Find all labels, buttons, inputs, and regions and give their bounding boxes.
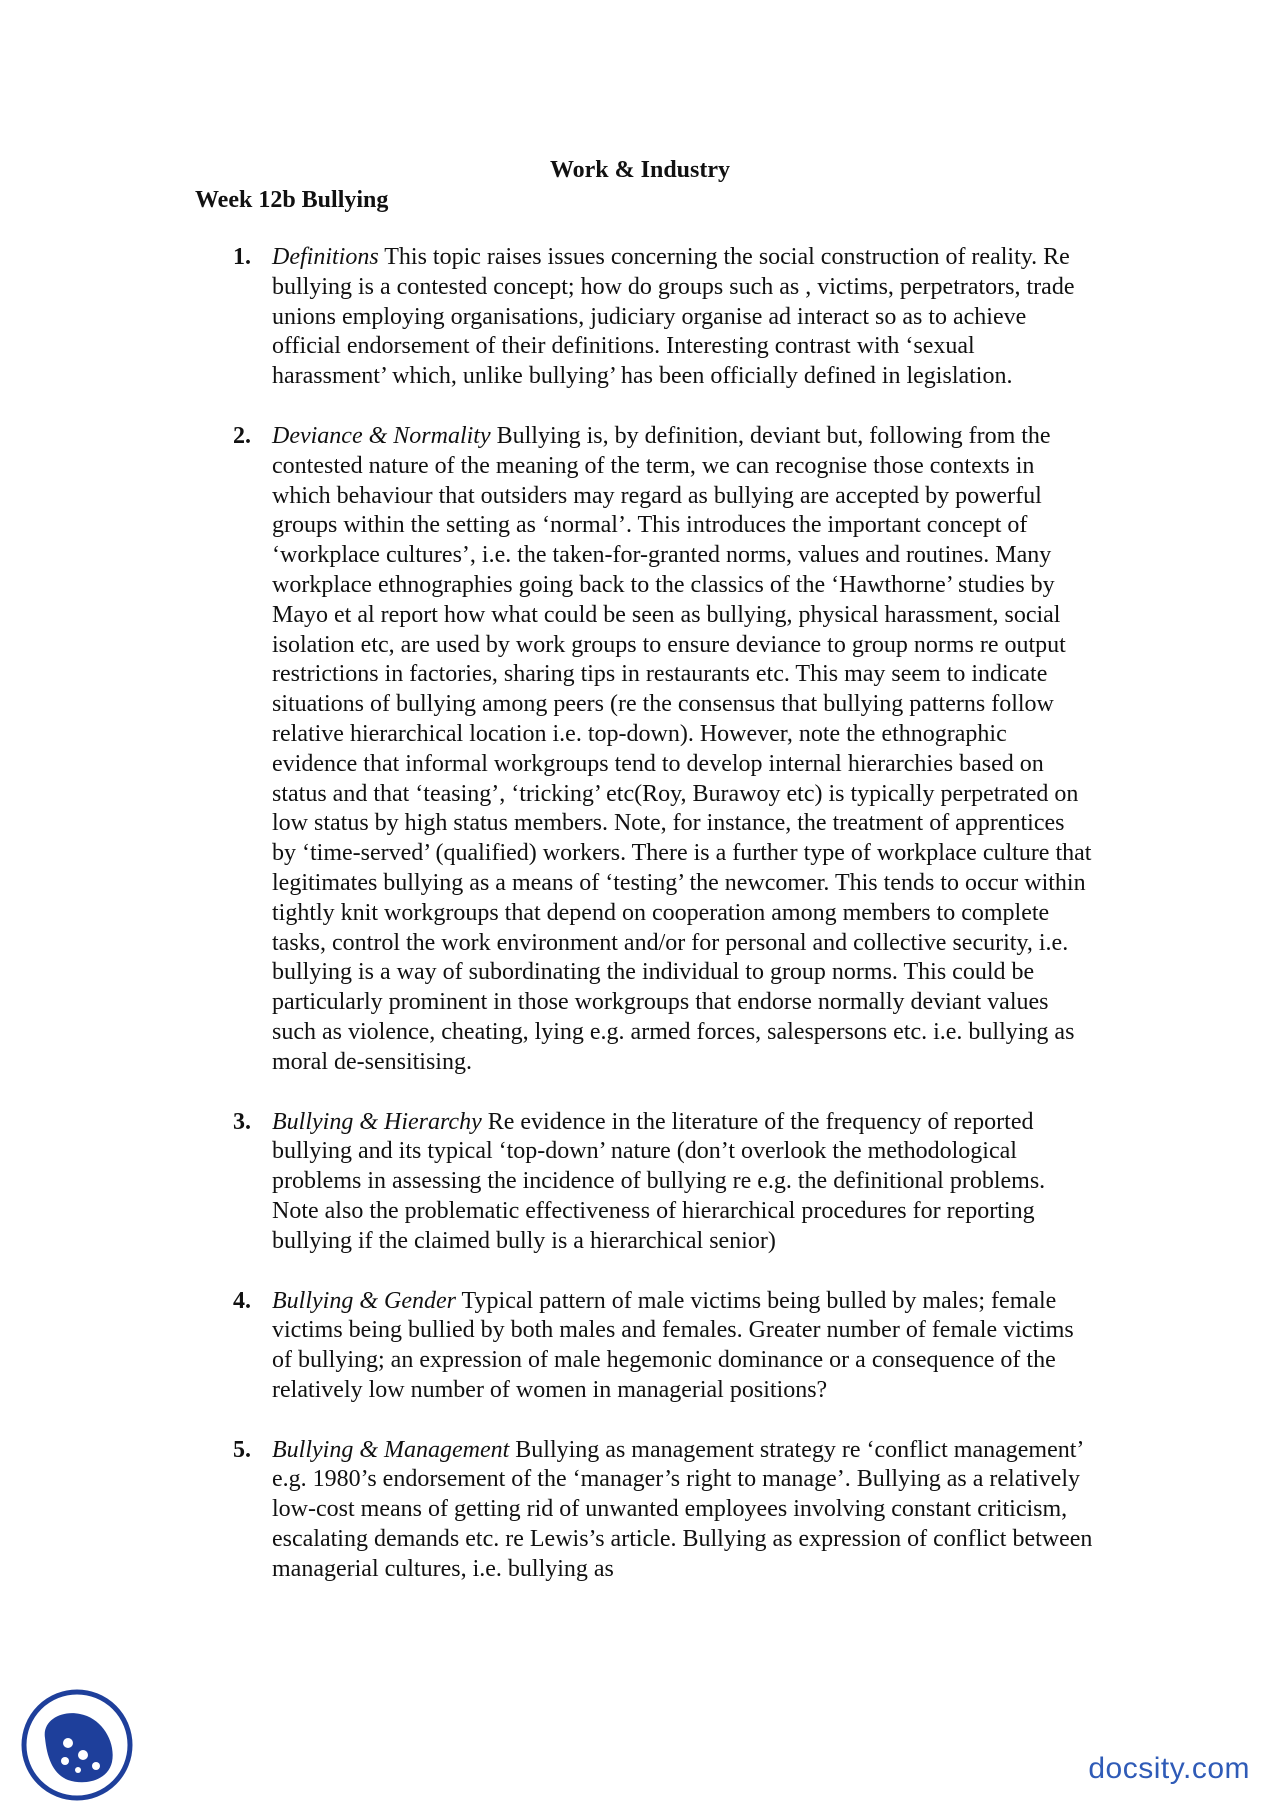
- item-number: 5.: [233, 1436, 251, 1463]
- page-subtitle: Week 12b Bullying: [195, 187, 389, 213]
- docsity-brand-link[interactable]: docsity.com: [1088, 1752, 1250, 1785]
- item-number: 3.: [233, 1108, 251, 1135]
- item-text: Bullying is, by definition, deviant but, following from the contested nature of the meaning of the term, we can recognise those contexts in which behaviour that outsiders may regard as bullying are accepted by powerful groups within the setting as ‘normal’. This introduces the important concept of ‘workplace cultures’, i.e. the taken-for-granted norms, values and routines. Many workplace ethnographies going back to the classics of the ‘Hawthorne’ studies by Mayo et al report how what could be seen as bullying, physical harassment, social isolation etc, are used by work groups to ensure deviance to group norms re output restrictions in factories, sharing tips in restaurants etc. This may seem to indicate situations of bullying among peers (re the consensus that bullying patterns follow relative hierarchical location i.e. top-down). However, note the ethnographic evidence that informal workgroups tend to develop internal hierarchies based on status and that ‘teasing’, ‘tricking’ etc(Roy, Burawoy etc) is typically perpetrated on low status by high status members. Note, for instance, the treatment of apprentices by ‘time-served’ (qualified) workers. There is a further type of workplace culture that legitimates bullying as a means of ‘testing’ the newcomer. This tends to occur within tightly knit workgroups that depend on cooperation among members to complete tasks, control the work environment and/or for personal and collective security, i.e. bullying is a way of subordinating the individual to group norms. This could be particularly prominent in those workgroups that endorse normally deviant values such as violence, cheating, lying e.g. armed forces, salespersons etc. i.e. bullying as moral de-sensitising.: [272, 422, 1092, 1075]
- page-title: Work & Industry: [549, 157, 731, 183]
- numbered-list: [233, 243, 1093, 1615]
- item-text: Bullying as management strategy re ‘conflict management’ e.g. 1980’s endorsement of the ‘manager’s right to manage’. Bullying as a relatively low-cost means of getting rid of unwanted employees involving constant criticism, escalating demands etc. re Lewis’s article. Bullying as expression of conflict between managerial cultures, i.e. bullying as: [272, 1436, 1093, 1582]
- item-heading: Bullying & Hierarchy: [272, 1108, 482, 1135]
- item-heading: Bullying & Management: [272, 1436, 510, 1463]
- docsity-logo-icon[interactable]: [20, 1688, 134, 1802]
- docsity-logo-graphic: [20, 1688, 134, 1802]
- list-item: [233, 422, 1093, 1078]
- item-heading: Bullying & Gender: [272, 1287, 456, 1314]
- list-item: [233, 1108, 1093, 1257]
- list-item: [233, 1436, 1093, 1585]
- item-number: 2.: [233, 422, 251, 449]
- item-text: This topic raises issues concerning the social construction of reality. Re bullying is a contested concept; how do groups such as , victims, perpetrators, trade unions employing organisations, judiciary organise ad interact so as to achieve official endorsement of their definitions. Interesting contrast with ‘sexual harassment’ which, unlike bullying’ has been officially defined in legislation.: [272, 244, 1075, 390]
- list-item: [233, 243, 1093, 392]
- item-text: Typical pattern of male victims being bulled by males; female victims being bullied by both males and females. Greater number of female victims of bullying; an expression of male hegemonic dominance or a consequence of the relatively low number of women in managerial positions?: [272, 1287, 1074, 1403]
- item-heading: Deviance & Normality: [272, 422, 491, 449]
- list-item: [233, 1287, 1093, 1406]
- item-number: 1.: [233, 244, 251, 270]
- item-text: Re evidence in the literature of the frequency of reported bullying and its typical ‘top-down’ nature (don’t overlook the methodological problems in assessing the incidence of bullying re e.g. the definitional problems. Note also the problematic effectiveness of hierarchical procedures for reporting bullying if the claimed bully is a hierarchical senior): [272, 1108, 1046, 1254]
- item-heading: Definitions: [272, 244, 379, 270]
- item-number: 4.: [233, 1287, 251, 1314]
